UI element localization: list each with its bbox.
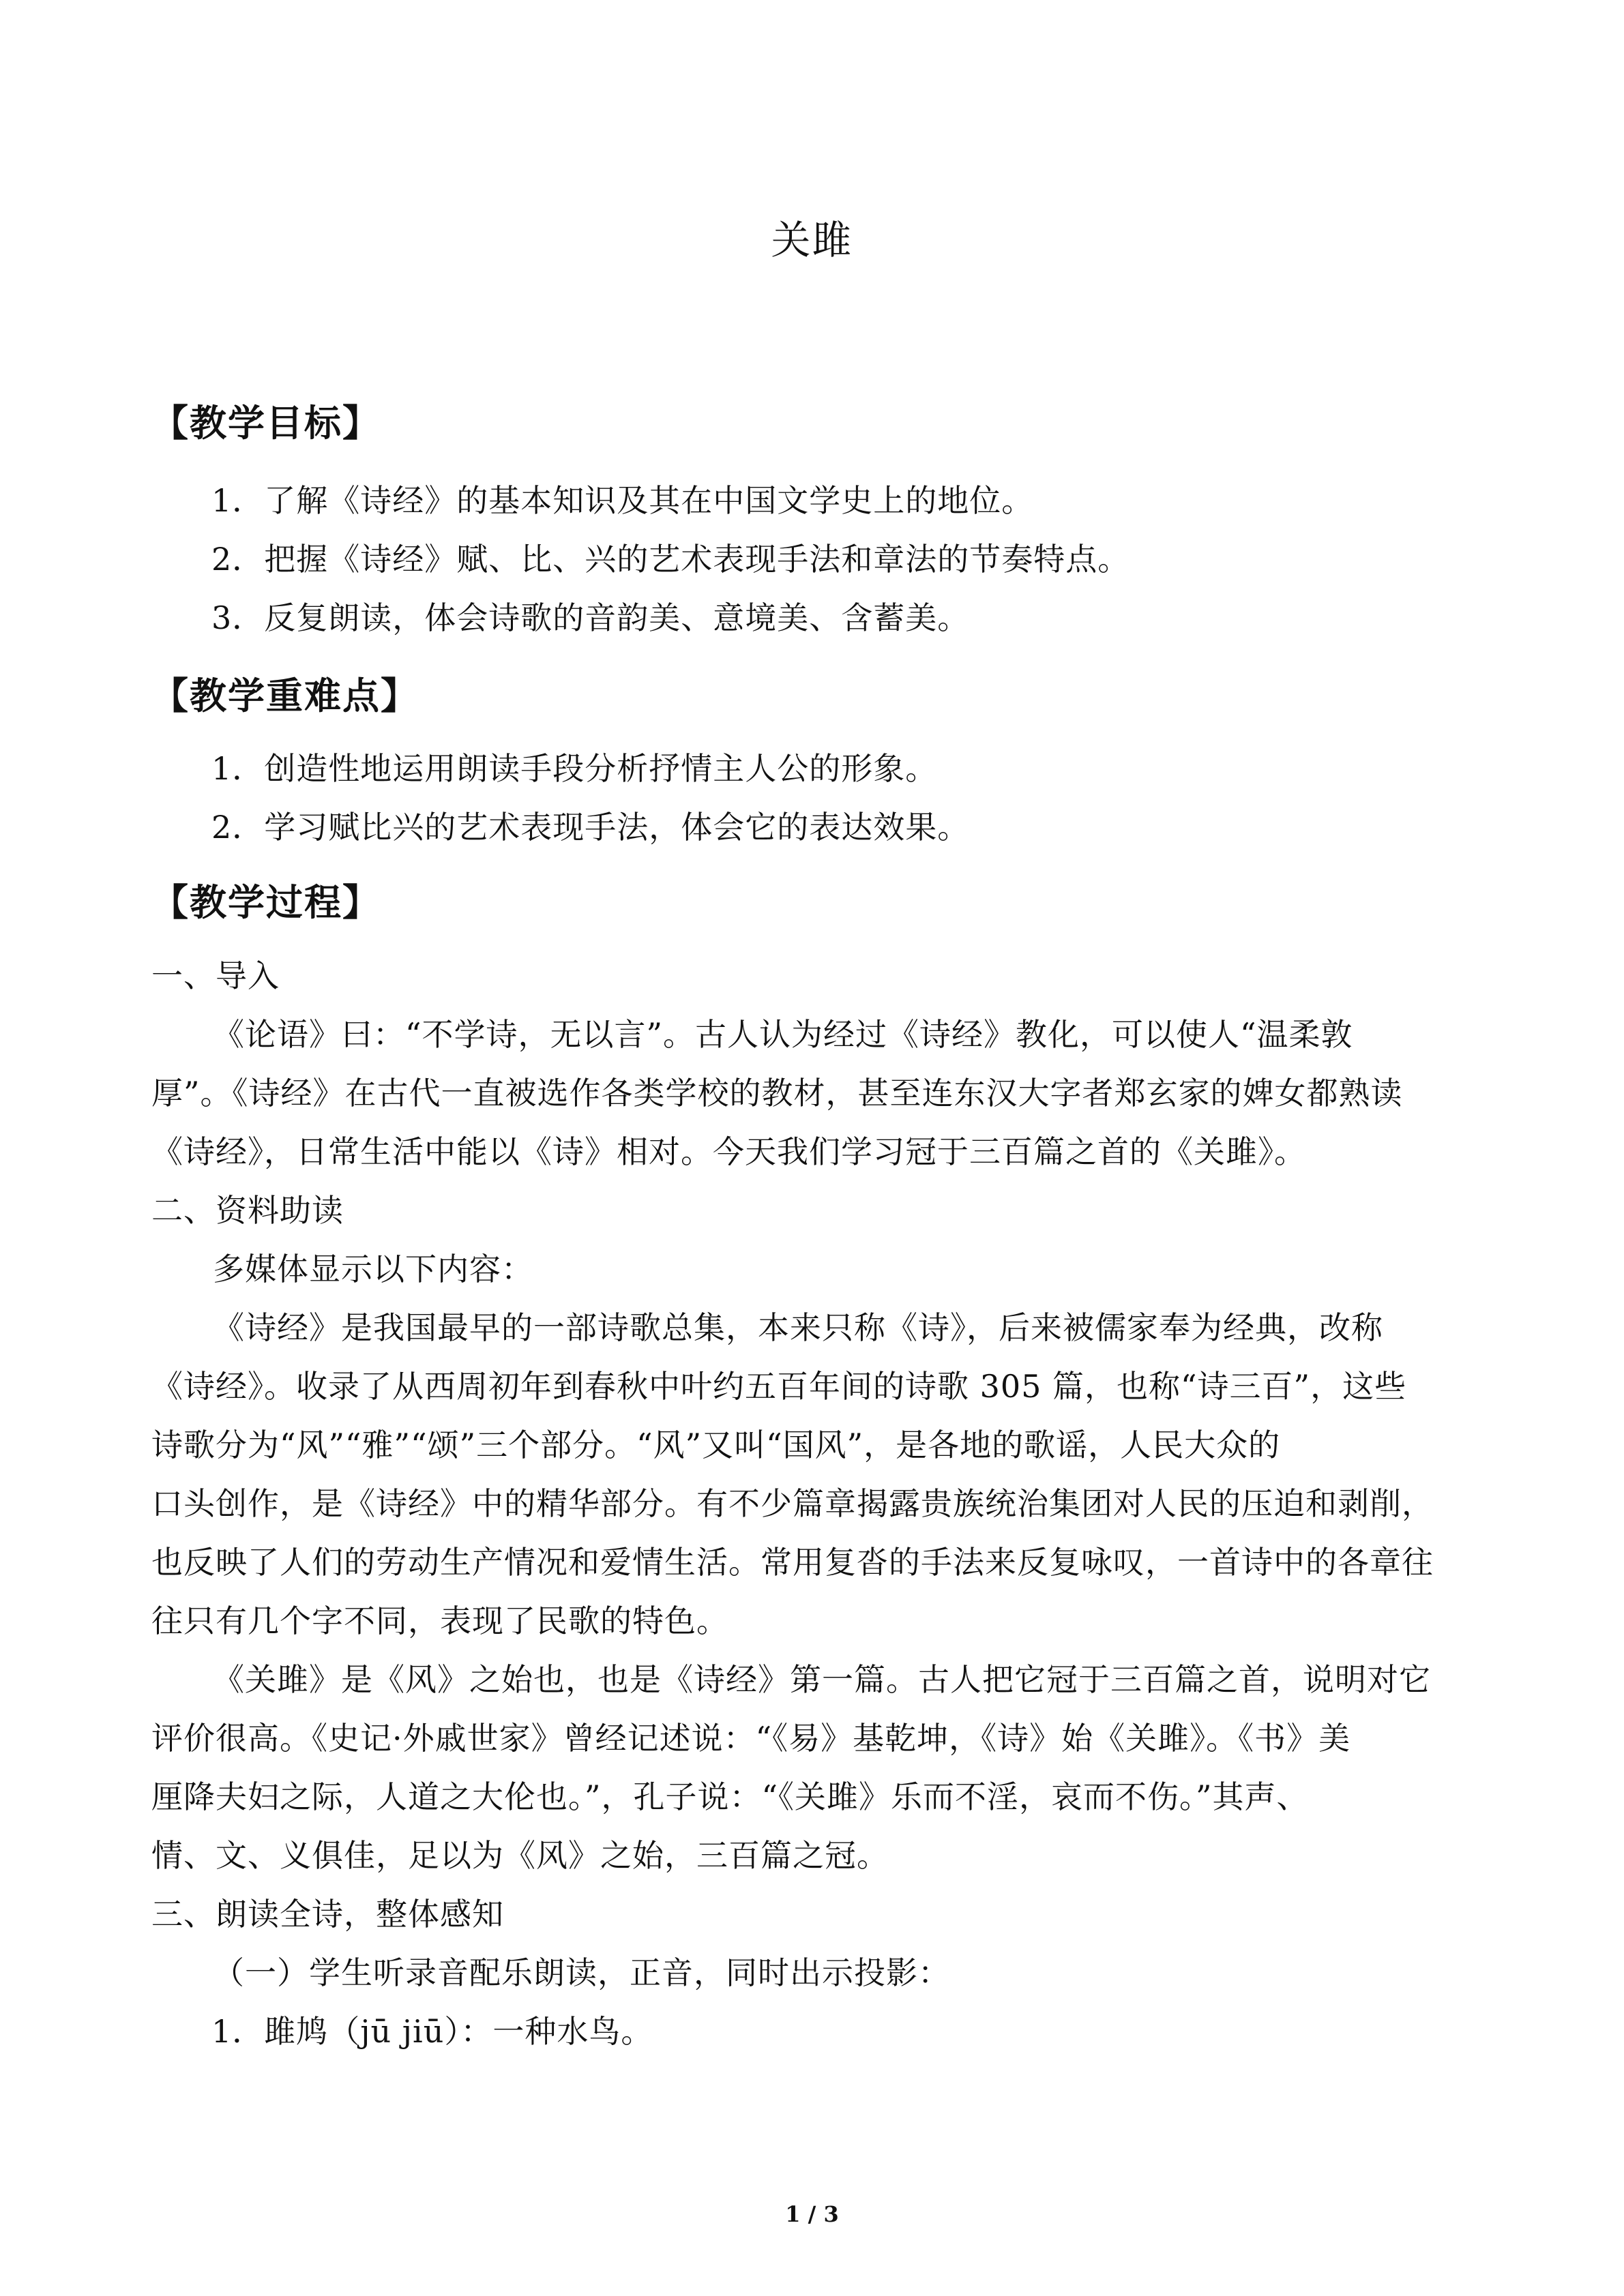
page-number: 1 / 3 [785, 2201, 839, 2227]
process-paragraph-line: 多媒体显示以下内容： [213, 1251, 533, 1287]
process-paragraph-line: （一）学生听录音配乐朗读，正音，同时出示投影： [213, 1954, 950, 1991]
objective-item: 1．了解《诗经》的基本知识及其在中国文学史上的地位。 [211, 482, 1034, 519]
process-paragraph-line: 1．雎鸠（jū jiū）：一种水鸟。 [211, 2013, 653, 2050]
process-subheading: 二、资料助读 [151, 1192, 344, 1229]
process-paragraph-line: 《诗经》。收录了从西周初年到春秋中叶约五百年间的诗歌 305 篇，也称“诗三百”，这些 [151, 1368, 1407, 1405]
process-paragraph-line: 《诗经》是我国最早的一部诗歌总集，本来只称《诗》，后来被儒家奉为经典，改称 [213, 1309, 1383, 1346]
process-paragraph-line: 评价很高。《史记·外戚世家》曾经记述说：“《易》基乾坤，《诗》始《关雎》。《书》美 [151, 1720, 1351, 1757]
process-paragraph-line: 厚”。《诗经》在古代一直被选作各类学校的教材，甚至连东汉大字者郑玄家的婢女都熟读 [151, 1075, 1403, 1112]
process-paragraph-line: 往只有几个字不同，表现了民歌的特色。 [151, 1602, 728, 1639]
process-paragraph-line: 也反映了人们的劳动生产情况和爱情生活。常用复沓的手法来反复咏叹，一首诗中的各章往 [151, 1544, 1434, 1581]
process-paragraph-line: 情、文、义俱佳，足以为《风》之始，三百篇之冠。 [151, 1837, 889, 1874]
process-paragraph-line: 《关雎》是《风》之始也，也是《诗经》第一篇。古人把它冠于三百篇之首，说明对它 [213, 1661, 1431, 1698]
process-paragraph-line: 口头创作，是《诗经》中的精华部分。有不少篇章揭露贵族统治集团对人民的压迫和剥削， [151, 1485, 1434, 1522]
process-paragraph-line: 《诗经》，日常生活中能以《诗》相对。今天我们学习冠于三百篇之首的《关雎》。 [151, 1133, 1306, 1170]
process-paragraph-line: 诗歌分为“风”“雅”“颂”三个部分。“风”又叫“国风”，是各地的歌谣，人民大众的 [151, 1427, 1281, 1463]
process-subheading: 三、朗读全诗，整体感知 [151, 1896, 504, 1933]
page-title: 关雎 [771, 217, 853, 263]
process-paragraph-line: 厘降夫妇之际，人道之大伦也。”，孔子说：“《关雎》乐而不淫，哀而不伤。”其声、 [151, 1778, 1309, 1815]
objective-item: 3．反复朗读，体会诗歌的音韵美、意境美、含蓄美。 [211, 599, 970, 636]
section-heading-process: 【教学过程】 [151, 881, 381, 924]
difficulty-item: 1．创造性地运用朗读手段分析抒情主人公的形象。 [211, 750, 938, 787]
section-heading-objectives: 【教学目标】 [151, 402, 381, 445]
process-subheading: 一、导入 [151, 957, 280, 994]
section-heading-difficulties: 【教学重难点】 [151, 674, 419, 717]
process-paragraph-line: 《论语》曰：“不学诗，无以言”。古人认为经过《诗经》教化，可以使人“温柔敦 [213, 1016, 1353, 1053]
difficulty-item: 2．学习赋比兴的艺术表现手法，体会它的表达效果。 [211, 809, 970, 846]
objective-item: 2．把握《诗经》赋、比、兴的艺术表现手法和章法的节奏特点。 [211, 541, 1130, 578]
